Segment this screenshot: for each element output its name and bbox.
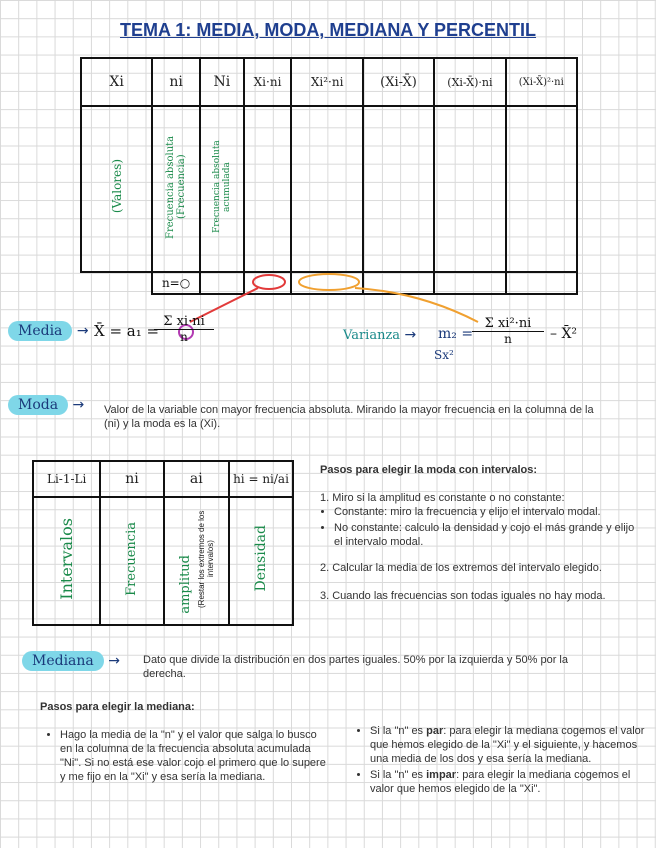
n-total-cell: n=○	[152, 272, 200, 294]
moda-section	[8, 396, 84, 414]
varianza-section	[343, 326, 416, 344]
impar-prefix: Si la "n" es	[370, 769, 427, 781]
arrow-icon: →	[76, 323, 89, 339]
header-hi: hi = ni/ai	[229, 461, 293, 497]
header-Ni: Ni	[200, 58, 244, 106]
frequency-table	[80, 57, 578, 295]
varianza-m2: m₂ =	[438, 326, 474, 342]
varianza-fraction	[472, 316, 544, 346]
pasos-moda-heading: Pasos para elegir la moda con intervalos:	[320, 464, 538, 476]
sum-circle-red	[253, 275, 285, 289]
header-dev-ni: (Xi-X̄)·ni	[434, 58, 505, 106]
media-formula-left: X̄ = a₁ =	[94, 322, 160, 340]
pasos-moda-bullets	[320, 505, 640, 549]
varianza-tail: – X̄²	[550, 326, 578, 342]
interval-note: Intervalos	[57, 517, 77, 600]
header-interval: Li-1-Li	[33, 461, 100, 497]
mediana-left-bullet: • Hago la media de la "n" y el valor que salga lo busco en la columna de la frecuencia absoluta acumulada "Ni". Si no está ese valor cojo el primero que lo supere y me fijo en la "Xi" y esa sería la mediana.	[60, 728, 326, 784]
cum-freq-cell	[200, 106, 244, 272]
mediana-par-bullet	[370, 724, 648, 766]
values-cell	[81, 106, 152, 272]
media-section	[8, 322, 89, 340]
pasos-moda-step3: 3. Cuando las frecuencias son todas iguales no hay moda.	[320, 590, 606, 602]
header-xi2-ni: Xi²·ni	[291, 58, 362, 106]
pasos-moda-bullet: • Constante: miro la frecuencia y elijo el intervalo modal.	[334, 505, 640, 519]
media-fraction	[154, 314, 214, 344]
empty-cell	[363, 106, 434, 272]
cum-freq-note: Frecuencia absoluta acumulada	[211, 140, 232, 233]
freq-cell	[100, 497, 163, 625]
impar-text: : para elegir la mediana cogemos el valor que hemos elegido de la "Xi".	[370, 769, 631, 795]
arrow-icon: →	[404, 327, 417, 343]
par-prefix: Si la "n" es	[370, 725, 427, 737]
par-text: : para elegir la mediana cogemos el valor que hemos elegido de la "Xi" y el siguiente, y hacemos una media de los dos y esa sería la mediana.	[370, 725, 645, 765]
impar-word: impar	[426, 769, 457, 781]
freq-cell	[152, 106, 200, 272]
header-ai: ai	[164, 461, 229, 497]
mediana-right-list	[356, 724, 648, 798]
freq-note: Frecuencia absoluta (Frecuencia)	[165, 134, 188, 239]
par-word: par	[426, 725, 444, 737]
interval-cell	[33, 497, 100, 625]
media-pill: Media	[8, 321, 72, 341]
header-xi-ni: Xi·ni	[244, 58, 292, 106]
mediana-section	[22, 652, 120, 670]
moda-description: Valor de la variable con mayor frecuencia absoluta. Mirando la mayor frecuencia en la columna de la (ni) y la moda es la (Xi).	[104, 404, 594, 430]
header-xi-minus-mean: (Xi-X̄)	[363, 58, 434, 106]
empty-cell	[291, 106, 362, 272]
header-xi: Xi	[81, 58, 152, 106]
amplitud-subnote: (Restar los extremos de los intervalos)	[197, 509, 216, 608]
density-note: Densidad	[253, 525, 269, 592]
header-ni: ni	[100, 461, 163, 497]
values-note: (Valores)	[109, 159, 124, 214]
amplitud-note: amplitud	[177, 554, 193, 614]
pasos-moda-step1: 1. Miro si la amplitud es constante o no constante:	[320, 492, 565, 504]
pasos-moda-step2: 2. Calcular la media de los extremos del intervalo elegido.	[320, 562, 602, 574]
header-ni: ni	[152, 58, 200, 106]
sum-circle-orange	[299, 274, 359, 290]
interval-table	[32, 460, 294, 626]
empty-cell	[244, 106, 292, 272]
page-title: TEMA 1: MEDIA, MODA, MEDIANA Y PERCENTIL	[119, 20, 537, 40]
header-dev2-ni: (Xi-X̄)²·ni	[506, 58, 577, 106]
empty-cell	[506, 106, 577, 272]
mediana-left-list	[46, 728, 326, 786]
empty-cell	[434, 106, 505, 272]
amplitud-cell	[164, 497, 229, 625]
pasos-moda-bullet: • No constante: calculo la densidad y cojo el más grande y elijo el intervalo modal.	[334, 521, 640, 549]
arrow-icon: →	[108, 653, 120, 669]
varianza-label: Varianza	[343, 328, 401, 343]
media-denominator: n	[180, 330, 188, 344]
pasos-moda	[320, 463, 640, 603]
media-numerator: Σ xi·ni	[154, 314, 214, 330]
orange-connector	[355, 288, 478, 322]
mediana-description: Dato que divide la distribución en dos partes iguales. 50% por la izquierda y 50% por la derecha.	[143, 654, 568, 680]
density-cell	[229, 497, 293, 625]
mediana-pill: Mediana	[22, 651, 104, 671]
varianza-numerator: Σ xi²·ni	[472, 316, 544, 332]
freq-note: Frecuencia	[124, 521, 140, 596]
varianza-denominator: n	[504, 332, 512, 346]
mediana-impar-bullet	[370, 768, 648, 796]
moda-pill: Moda	[8, 395, 68, 415]
arrow-icon: →	[72, 397, 85, 413]
varianza-sx2: Sx²	[434, 348, 454, 362]
pasos-mediana-heading: Pasos para elegir la mediana:	[40, 701, 195, 713]
